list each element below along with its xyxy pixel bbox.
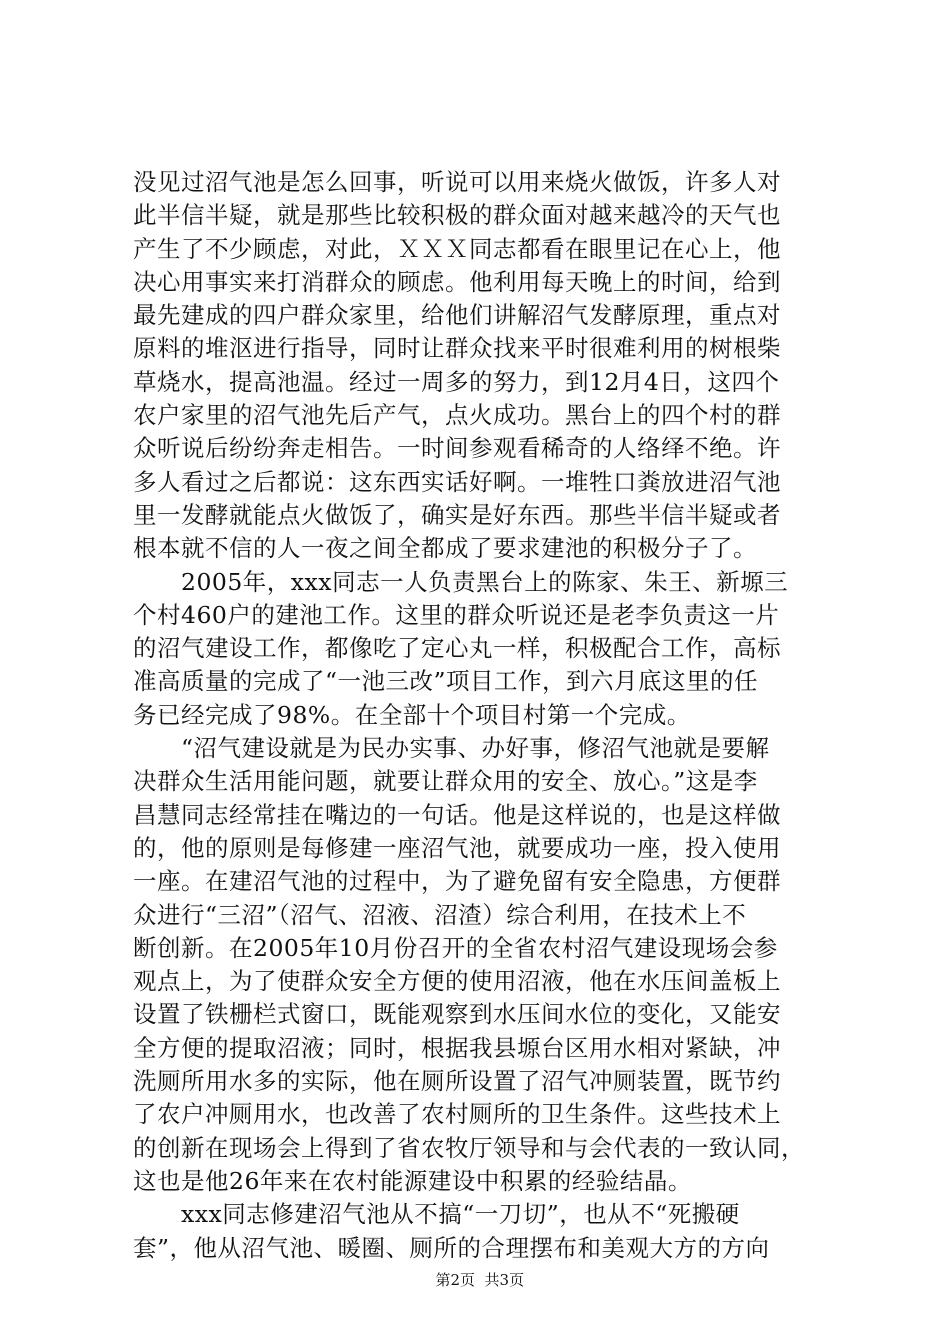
text-line: 这也是他26年来在农村能源建设中积累的经验结晶。 — [133, 1166, 692, 1195]
text-line: 此半信半疑，就是那些比较积极的群众面对越来越冷的天气也 — [133, 201, 781, 230]
text-line: 决心用事实来打消群众的顾虑。他利用每天晚上的时间，给到 — [133, 267, 781, 296]
paragraph-1 — [133, 166, 845, 566]
text-line: 原料的堆沤进行指导，同时让群众找来平时很难利用的树根柴 — [133, 334, 781, 363]
text-line: 务已经完成了98%。在全部十个项目村第一个完成。 — [133, 700, 691, 729]
text-line: 全方便的提取沼液；同时，根据我县塬台区用水相对紧缺，冲 — [133, 1033, 781, 1062]
text-line: 里一发酵就能点火做饭了，确实是好东西。那些半信半疑或者 — [133, 500, 781, 529]
text-line: 的创新在现场会上得到了省农牧厅领导和与会代表的一致认同， — [133, 1133, 805, 1162]
text-line: 准高质量的完成了“一池三改”项目工作，到六月底这里的任 — [133, 667, 759, 696]
text-line: “沼气建设就是为民办实事、办好事，修沼气池就是要解 — [181, 734, 770, 763]
text-line: 洗厕所用水多的实际，他在厕所设置了沼气冲厕装置，既节约 — [133, 1067, 781, 1096]
text-line: xxx同志修建沼气池从不搞“一刀切”，也从不“死搬硬 — [181, 1200, 740, 1229]
text-line: 套”，他从沼气池、暖圈、厕所的合理摆布和美观大方的方向 — [133, 1233, 770, 1262]
text-line: 的沼气建设工作，都像吃了定心丸一样，积极配合工作，高标 — [133, 634, 781, 663]
text-line: 众听说后纷纷奔走相告。一时间参观看稀奇的人络绎不绝。许 — [133, 434, 781, 463]
text-line: 了农户冲厕用水，也改善了农村厕所的卫生条件。这些技术上 — [133, 1100, 781, 1129]
text-line: 众进行“三沼”（沼气、沼液、沼渣）综合利用，在技术上不 — [133, 900, 747, 929]
page-number-label: 第2页 共3页 — [435, 1271, 525, 1289]
text-line: 最先建成的四户群众家里，给他们讲解沼气发酵原理，重点对 — [133, 301, 781, 330]
document-body — [133, 166, 845, 1265]
text-line: 农户家里的沼气池先后产气，点火成功。黑台上的四个村的群 — [133, 401, 781, 430]
paragraph-3 — [133, 732, 845, 1198]
text-line: 观点上，为了使群众安全方便的使用沼液，他在水压间盖板上 — [133, 967, 781, 996]
text-line: 多人看过之后都说：这东西实话好啊。一堆牲口粪放进沼气池 — [133, 467, 781, 496]
paragraph-2 — [133, 566, 845, 732]
text-line: 个村460户的建池工作。这里的群众听说还是老李负责这一片 — [133, 600, 780, 629]
text-line: 决群众生活用能问题，就要让群众用的安全、放心。”这是李 — [133, 767, 758, 796]
text-line: 断创新。在2005年10月份召开的全省农村沼气建设现场会参 — [133, 933, 778, 962]
text-line: 的，他的原则是每修建一座沼气池，就要成功一座，投入使用 — [133, 833, 781, 862]
text-line: 草烧水，提高池温。经过一周多的努力，到12月4日，这四个 — [133, 367, 780, 396]
text-line: 产生了不少顾虑，对此，ＸＸＸ同志都看在眼里记在心上，他 — [133, 234, 781, 263]
page-footer — [0, 1250, 950, 1290]
text-line: 没见过沼气池是怎么回事，听说可以用来烧火做饭，许多人对 — [133, 168, 781, 196]
text-line: 一座。在建沼气池的过程中，为了避免留有安全隐患，方便群 — [133, 867, 781, 896]
text-line: 2005年，xxx同志一人负责黑台上的陈家、朱王、新塬三 — [181, 567, 789, 596]
text-line: 根本就不信的人一夜之间全都成了要求建池的积极分子了。 — [133, 534, 757, 563]
text-line: 设置了铁栅栏式窗口，既能观察到水压间水位的变化，又能安 — [133, 1000, 781, 1029]
text-line: 昌慧同志经常挂在嘴边的一句话。他是这样说的，也是这样做 — [133, 800, 781, 829]
